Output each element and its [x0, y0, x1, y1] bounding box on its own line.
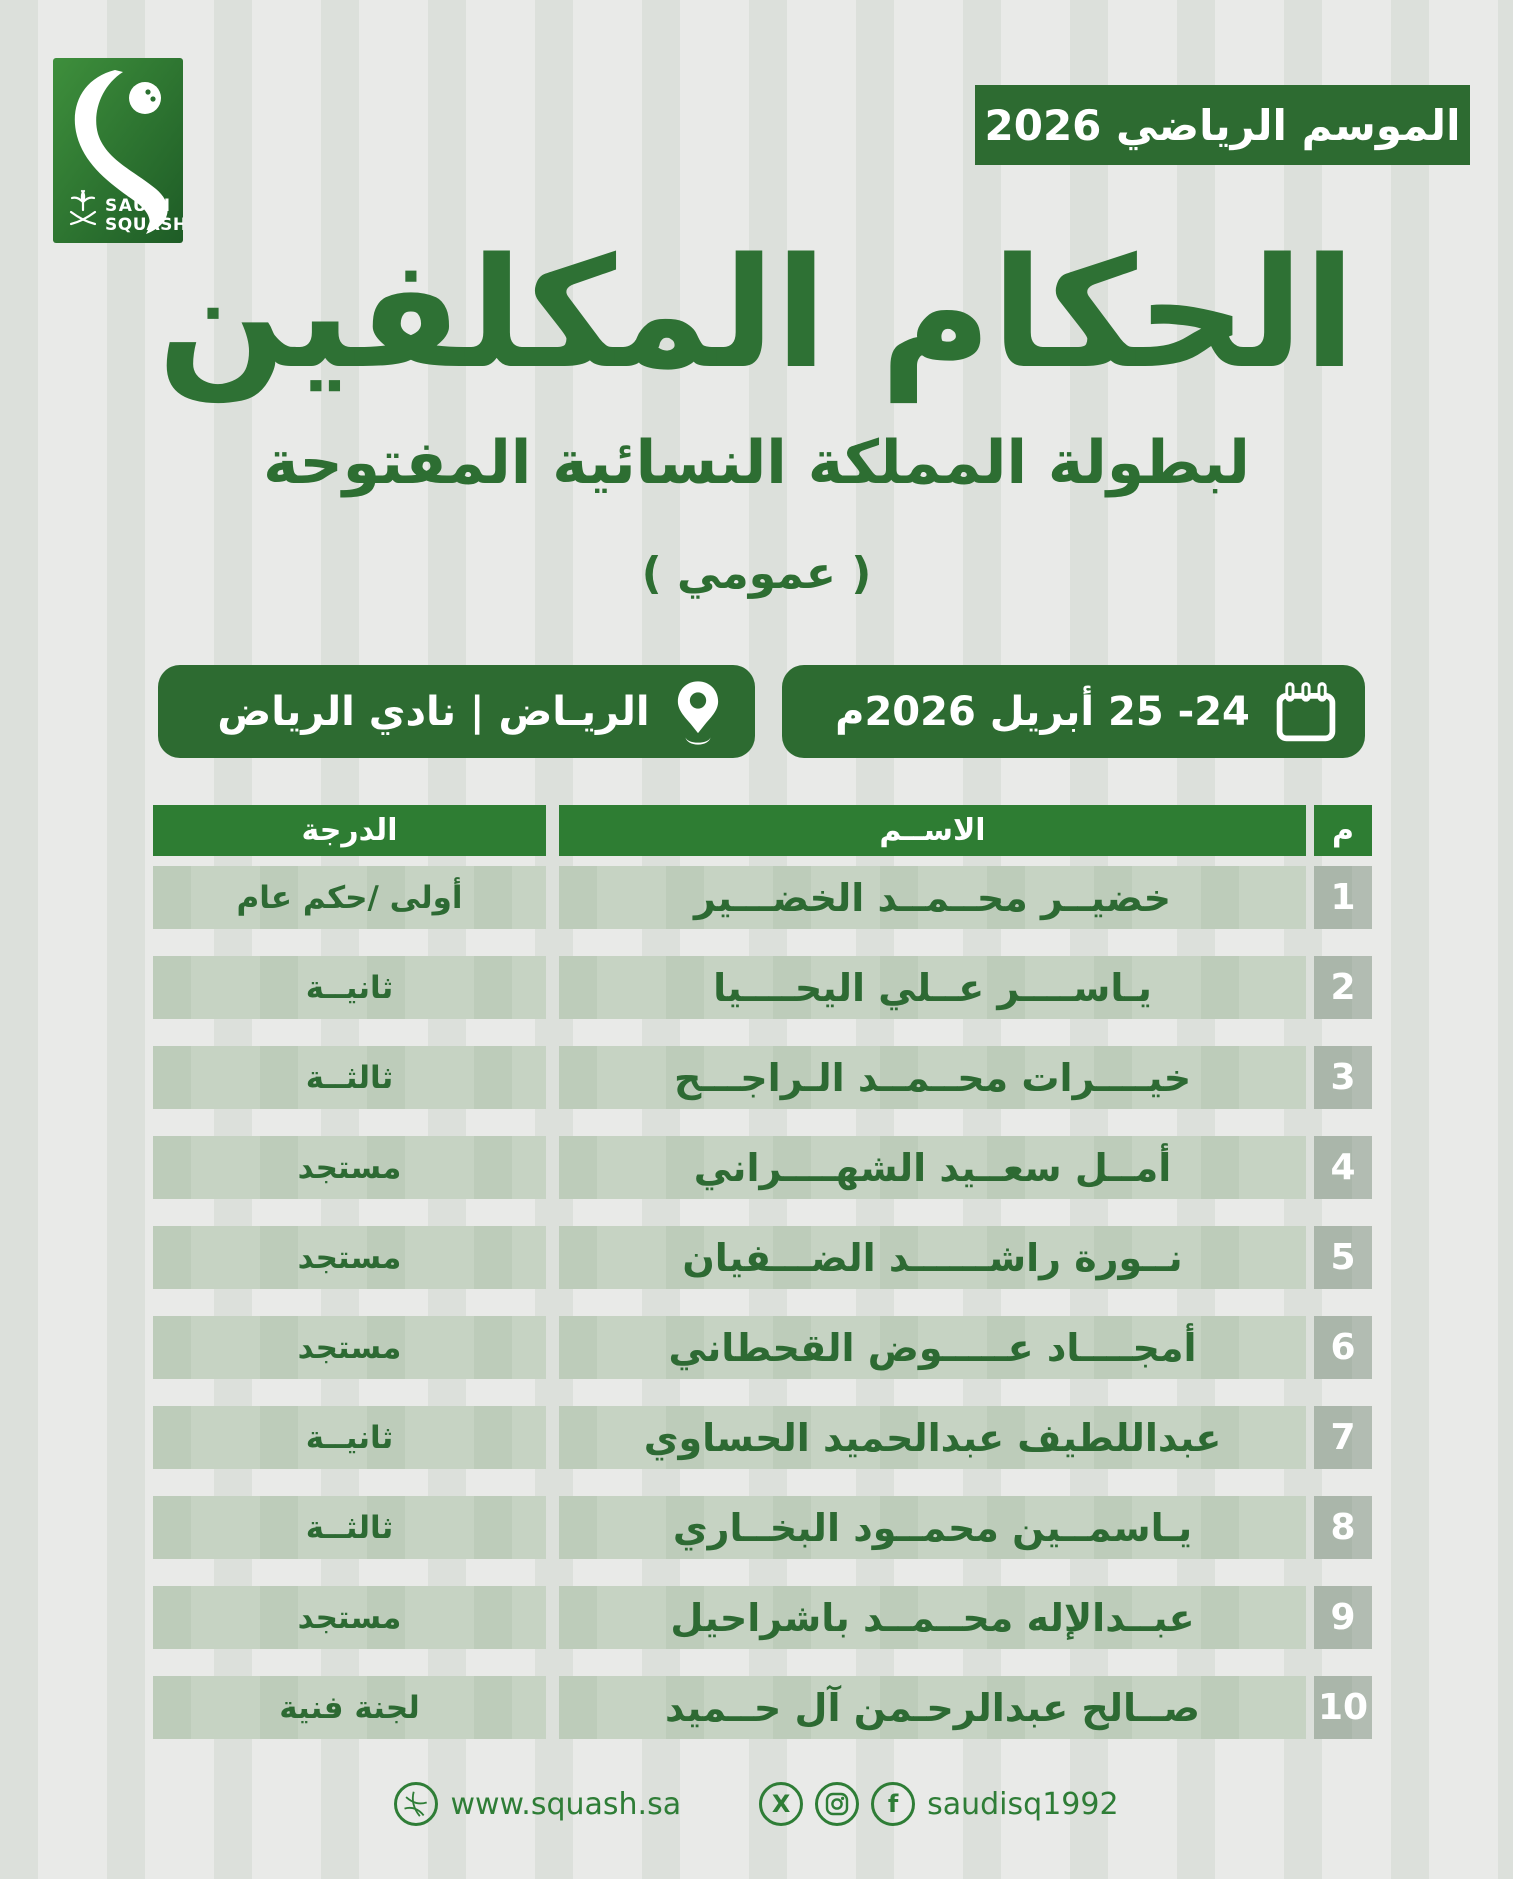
- table-row: [153, 1586, 1372, 1649]
- referee-name: عبــدالإله محــمــد باشراحيل: [559, 1586, 1306, 1649]
- referee-degree: ثانيــة: [153, 956, 546, 1019]
- row-number: 4: [1314, 1136, 1372, 1199]
- table-row: [153, 1496, 1372, 1559]
- referee-degree: ثالثــة: [153, 1496, 546, 1559]
- referees-table: [153, 805, 1372, 1766]
- table-row: [153, 1316, 1372, 1379]
- website-url: www.squash.sa: [450, 1786, 682, 1822]
- row-number: 10: [1314, 1676, 1372, 1739]
- column-header-number: م: [1314, 805, 1372, 856]
- referee-degree: ثالثــة: [153, 1046, 546, 1109]
- row-number: 5: [1314, 1226, 1372, 1289]
- table-row: [153, 1676, 1372, 1739]
- date-pill: [782, 665, 1365, 758]
- referee-degree: لجنة فنية: [153, 1676, 546, 1739]
- referee-degree: ثانيــة: [153, 1406, 546, 1469]
- squash-ball-icon: [129, 82, 161, 114]
- table-row: [153, 956, 1372, 1019]
- referee-name: نــورة راشــــــد الضـــفيان: [559, 1226, 1306, 1289]
- referee-name: يـاســــر عــلي اليحــــيا: [559, 956, 1306, 1019]
- row-number: 7: [1314, 1406, 1372, 1469]
- subtitle: لبطولة المملكة النسائية المفتوحة: [263, 428, 1250, 498]
- table-row: [153, 1406, 1372, 1469]
- referee-name: خيــــرات محــمــد الـراجـــح: [559, 1046, 1306, 1109]
- referee-degree: أولى /حكم عام: [153, 866, 546, 929]
- saudi-squash-logo-graphic: [53, 58, 183, 243]
- referee-name: خضيــر محــمــد الخضـــير: [559, 866, 1306, 929]
- referee-name: عبداللطيف عبدالحميد الحساوي: [559, 1406, 1306, 1469]
- referee-name: يـاسمــين محمــود البخــاري: [559, 1496, 1306, 1559]
- table-header-row: [153, 805, 1372, 856]
- footer: [0, 1782, 1513, 1826]
- calendar-icon: [1275, 681, 1337, 743]
- logo-text-line1: SAUDI: [105, 196, 172, 216]
- location-text: الريـاض | نادي الرياض: [217, 688, 650, 735]
- social-handle: saudisq1992: [927, 1786, 1119, 1822]
- row-number: 9: [1314, 1586, 1372, 1649]
- facebook-icon: f: [871, 1782, 915, 1826]
- website-icon: [394, 1782, 438, 1826]
- logo-text-line2: SQUASH: [105, 215, 183, 235]
- saudi-squash-logo: [53, 58, 183, 243]
- location-pill: [158, 665, 755, 758]
- season-badge: الموسم الرياضي 2026: [975, 85, 1470, 165]
- x-icon: X: [759, 1782, 803, 1826]
- location-pin-icon: [675, 679, 721, 745]
- column-header-degree: الدرجة: [153, 805, 546, 856]
- row-number: 3: [1314, 1046, 1372, 1109]
- referee-name: أمــل سعــيد الشهــــراني: [559, 1136, 1306, 1199]
- row-number: 8: [1314, 1496, 1372, 1559]
- table-row: [153, 1136, 1372, 1199]
- row-number: 1: [1314, 866, 1372, 929]
- main-title: الحكام المكلفين: [157, 223, 1356, 402]
- row-number: 2: [1314, 956, 1372, 1019]
- row-number: 6: [1314, 1316, 1372, 1379]
- referee-degree: مستجد: [153, 1586, 546, 1649]
- referee-degree: مستجد: [153, 1136, 546, 1199]
- instagram-icon: [815, 1782, 859, 1826]
- referee-name: صــالح عبدالرحـمن آل حــميد: [559, 1676, 1306, 1739]
- column-header-name: الاســم: [559, 805, 1306, 856]
- table-row: [153, 1226, 1372, 1289]
- category-label: ( عمومي ): [641, 548, 872, 599]
- date-text: 24- 25 أبريل 2026م: [835, 688, 1250, 735]
- table-row: [153, 1046, 1372, 1109]
- referee-degree: مستجد: [153, 1226, 546, 1289]
- referee-degree: مستجد: [153, 1316, 546, 1379]
- table-row: [153, 866, 1372, 929]
- referee-name: أمجــــاد عـــــوض القحطاني: [559, 1316, 1306, 1379]
